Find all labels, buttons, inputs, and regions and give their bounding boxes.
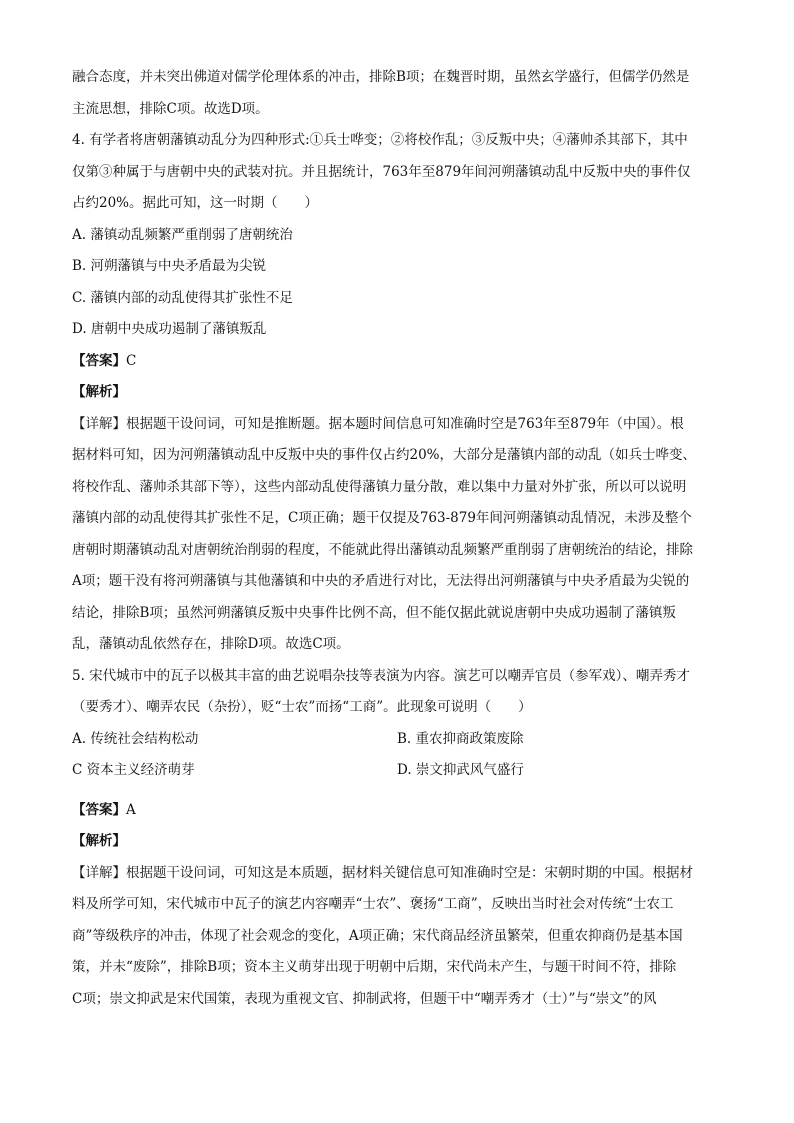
detail-line: 据材料可知，因为河朔藩镇动乱中反叛中央的事件仅占约20%，大部分是藩镇内部的动乱（如兵士哗变、 <box>72 447 697 463</box>
detail-line: 商”等级秩序的冲击，体现了社会观念的变化，A项正确；宋代商品经济虽繁荣，但重农抑商仍是基本国 <box>72 927 683 944</box>
previous-analysis-continuation <box>72 62 724 125</box>
analysis-tag: 【解析】 <box>72 833 126 849</box>
question-stem-line: 占约20%。据此可知，这一时期（ ） <box>72 195 319 211</box>
option-b: B. 河朔藩镇与中央矛盾最为尖锐 <box>72 258 267 274</box>
text-line: 主流思想，排除C项。故选D项。 <box>72 100 269 117</box>
option-a: A. 藩镇动乱频繁严重削弱了唐朝统治 <box>72 226 293 243</box>
option-d: D. 崇文抑武风气盛行 <box>397 762 524 778</box>
answer-tag: 【答案】 <box>72 352 126 369</box>
text-line: 融合态度，并未突出佛道对儒学伦理体系的冲击，排除B项；在魏晋时期，虽然玄学盛行，但儒学仍然是 <box>72 69 690 85</box>
question-5 <box>72 661 724 1016</box>
question-stem-line: 仅第③种属于与唐朝中央的武装对抗。并且据统计，763年至879年间河朔藩镇动乱中反叛中央的事件仅 <box>72 163 691 180</box>
answer-value: A <box>126 801 136 818</box>
detail-line: 唐朝时期藩镇动乱对唐朝统治削弱的程度，不能就此得出藩镇动乱频繁严重削弱了唐朝统治的结论，排除 <box>72 541 693 558</box>
question-stem-line: （要秀才）、嘲弄农民（杂扮），贬“士农”而扬“工商”。此现象可说明（ ） <box>72 699 532 715</box>
detail-line: 【详解】根据题干设问词，可知是推断题。据本题时间信息可知准确时空是763年至879年（中国）。根 <box>72 415 684 432</box>
options-row <box>72 724 724 756</box>
document-page <box>72 62 724 1015</box>
question-4 <box>72 125 724 661</box>
detail-line: 藩镇内部的动乱使得其扩张性不足，C项正确；题干仅提及763-879年间河朔藩镇动乱情况，未涉及整个 <box>72 510 692 526</box>
option-b: B. 重农抑商政策废除 <box>397 730 524 747</box>
option-c: C 资本主义经济萌芽 <box>72 762 195 778</box>
answer-line <box>72 795 724 827</box>
detail-line: 策，并未“废除”，排除B项；资本主义萌芽出现于明朝中后期，宋代尚未产生，与题干时间不符，排除 <box>72 959 677 975</box>
option-d: D. 唐朝中央成功遏制了藩镇叛乱 <box>72 321 267 337</box>
answer-tag: 【答案】 <box>72 801 126 818</box>
detail-line: A项；题干没有将河朔藩镇与其他藩镇和中央的矛盾进行对比，无法得出河朔藩镇与中央矛盾最为尖锐的 <box>72 573 690 589</box>
spacer <box>72 787 724 795</box>
answer-line <box>72 346 724 378</box>
analysis-tag: 【解析】 <box>72 384 126 400</box>
detail-line: 结论，排除B项；虽然河朔藩镇反叛中央事件比例不高，但不能仅据此就说唐朝中央成功遏制了藩镇叛 <box>72 604 676 621</box>
detail-line: C项；崇文抑武是宋代国策，表现为重视文官、抑制武将，但题干中“嘲弄秀才（士）”与“崇文”的风 <box>72 990 657 1007</box>
question-stem-line: 4. 有学者将唐朝藩镇动乱分为四种形式:①兵士哗变；②将校作乱；③反叛中央；④藩帅杀其部下，其中 <box>72 132 688 148</box>
detail-line: 【详解】根据题干设问词，可知这是本质题，据材料关键信息可知准确时空是：宋朝时期的中国。根据材 <box>72 864 693 881</box>
option-a: A. 传统社会结构松动 <box>72 730 199 747</box>
detail-line: 乱，藩镇动乱依然存在，排除D项。故选C项。 <box>72 636 350 652</box>
option-c: C. 藩镇内部的动乱使得其扩张性不足 <box>72 289 293 306</box>
question-stem-line: 5. 宋代城市中的瓦子以极其丰富的曲艺说唱杂技等表演为内容。演艺可以嘲弄官员（参军戏）、嘲弄秀才 <box>72 667 690 684</box>
detail-line: 料及所学可知，宋代城市中瓦子的演艺内容嘲弄“士农”、褒扬“工商”，反映出当时社会对传统“士农工 <box>72 896 674 912</box>
detail-line: 将校作乱、藩帅杀其部下等），这些内部动乱使得藩镇力量分散，难以集中力量对外扩张，所以可以说明 <box>72 478 687 495</box>
answer-value: C <box>126 352 137 369</box>
options-row <box>72 755 724 787</box>
